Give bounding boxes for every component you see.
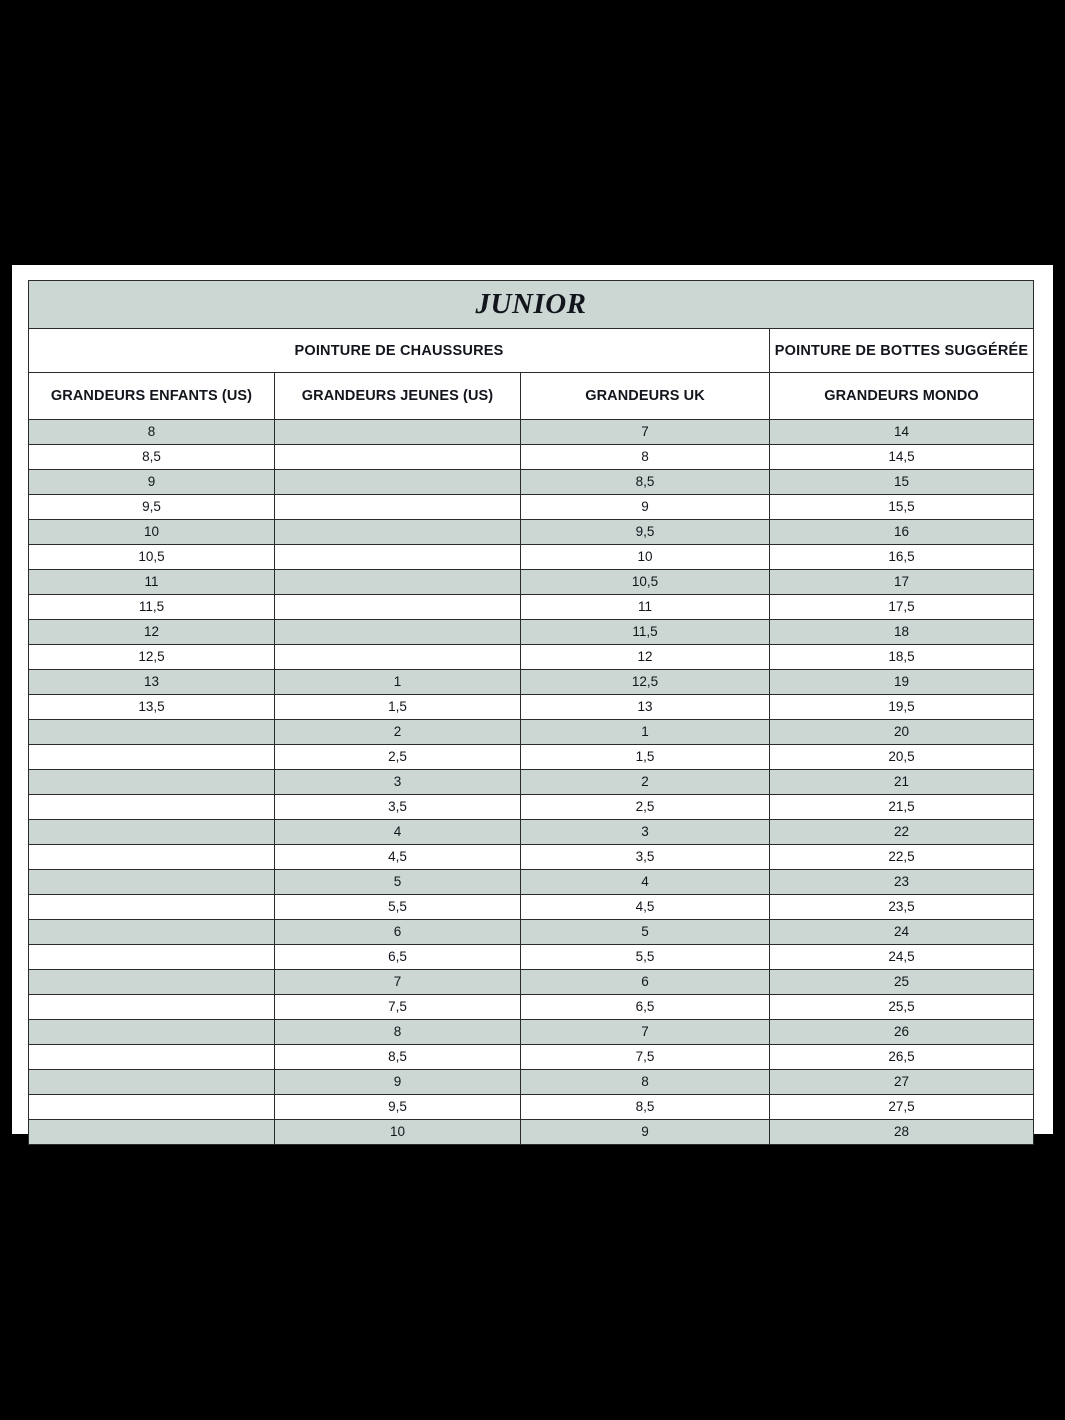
size-chart-table-wrapper bbox=[28, 280, 1033, 1139]
cell-mondo: 14,5 bbox=[770, 445, 1034, 470]
cell-youth-us: 3,5 bbox=[275, 795, 521, 820]
cell-mondo: 18 bbox=[770, 620, 1034, 645]
cell-kids-us bbox=[29, 895, 275, 920]
cell-kids-us bbox=[29, 745, 275, 770]
cell-kids-us bbox=[29, 820, 275, 845]
cell-uk: 7 bbox=[521, 1020, 770, 1045]
group-header-shoe-size: POINTURE DE CHAUSSURES bbox=[29, 329, 770, 373]
cell-youth-us bbox=[275, 545, 521, 570]
cell-uk: 6 bbox=[521, 970, 770, 995]
cell-mondo: 16 bbox=[770, 520, 1034, 545]
cell-youth-us: 9 bbox=[275, 1070, 521, 1095]
cell-youth-us bbox=[275, 520, 521, 545]
cell-mondo: 26 bbox=[770, 1020, 1034, 1045]
chart-title: JUNIOR bbox=[29, 281, 1034, 329]
cell-uk: 12,5 bbox=[521, 670, 770, 695]
cell-youth-us: 2,5 bbox=[275, 745, 521, 770]
column-header-kids-us: GRANDEURS ENFANTS (US) bbox=[29, 373, 275, 420]
cell-kids-us bbox=[29, 795, 275, 820]
cell-uk: 10 bbox=[521, 545, 770, 570]
cell-kids-us bbox=[29, 1020, 275, 1045]
table-row bbox=[29, 470, 1034, 495]
cell-kids-us bbox=[29, 945, 275, 970]
cell-kids-us bbox=[29, 720, 275, 745]
table-row bbox=[29, 545, 1034, 570]
table-row bbox=[29, 1095, 1034, 1120]
cell-youth-us: 6 bbox=[275, 920, 521, 945]
table-row bbox=[29, 695, 1034, 720]
size-chart-table bbox=[28, 280, 1034, 1145]
cell-kids-us: 13 bbox=[29, 670, 275, 695]
cell-kids-us: 13,5 bbox=[29, 695, 275, 720]
cell-uk: 10,5 bbox=[521, 570, 770, 595]
cell-kids-us bbox=[29, 1120, 275, 1145]
cell-uk: 9 bbox=[521, 495, 770, 520]
cell-youth-us: 5 bbox=[275, 870, 521, 895]
table-row bbox=[29, 620, 1034, 645]
cell-uk: 5 bbox=[521, 920, 770, 945]
cell-uk: 11,5 bbox=[521, 620, 770, 645]
table-row bbox=[29, 770, 1034, 795]
table-row bbox=[29, 1020, 1034, 1045]
table-row bbox=[29, 895, 1034, 920]
cell-kids-us bbox=[29, 1070, 275, 1095]
cell-kids-us: 8 bbox=[29, 420, 275, 445]
cell-uk: 8 bbox=[521, 1070, 770, 1095]
cell-youth-us: 10 bbox=[275, 1120, 521, 1145]
cell-uk: 5,5 bbox=[521, 945, 770, 970]
cell-kids-us bbox=[29, 970, 275, 995]
cell-kids-us: 8,5 bbox=[29, 445, 275, 470]
cell-youth-us: 9,5 bbox=[275, 1095, 521, 1120]
cell-uk: 9,5 bbox=[521, 520, 770, 545]
cell-uk: 8 bbox=[521, 445, 770, 470]
cell-mondo: 22,5 bbox=[770, 845, 1034, 870]
cell-kids-us: 10,5 bbox=[29, 545, 275, 570]
cell-youth-us: 5,5 bbox=[275, 895, 521, 920]
cell-uk: 13 bbox=[521, 695, 770, 720]
cell-youth-us bbox=[275, 445, 521, 470]
table-row bbox=[29, 670, 1034, 695]
cell-youth-us: 6,5 bbox=[275, 945, 521, 970]
cell-uk: 3 bbox=[521, 820, 770, 845]
cell-mondo: 15,5 bbox=[770, 495, 1034, 520]
table-row bbox=[29, 945, 1034, 970]
cell-kids-us bbox=[29, 770, 275, 795]
column-header-mondo: GRANDEURS MONDO bbox=[770, 373, 1034, 420]
cell-uk: 8,5 bbox=[521, 470, 770, 495]
table-row bbox=[29, 870, 1034, 895]
table-row bbox=[29, 970, 1034, 995]
cell-mondo: 20,5 bbox=[770, 745, 1034, 770]
cell-kids-us: 11 bbox=[29, 570, 275, 595]
table-row bbox=[29, 820, 1034, 845]
cell-uk: 1,5 bbox=[521, 745, 770, 770]
table-row bbox=[29, 495, 1034, 520]
cell-kids-us: 10 bbox=[29, 520, 275, 545]
cell-youth-us: 7 bbox=[275, 970, 521, 995]
cell-mondo: 19,5 bbox=[770, 695, 1034, 720]
table-row bbox=[29, 445, 1034, 470]
group-header-boot-size: POINTURE DE BOTTES SUGGÉRÉE bbox=[770, 329, 1034, 373]
cell-mondo: 23 bbox=[770, 870, 1034, 895]
cell-youth-us bbox=[275, 495, 521, 520]
cell-mondo: 14 bbox=[770, 420, 1034, 445]
table-row bbox=[29, 795, 1034, 820]
cell-kids-us bbox=[29, 920, 275, 945]
column-header-row bbox=[29, 373, 1034, 420]
cell-youth-us bbox=[275, 570, 521, 595]
cell-youth-us bbox=[275, 645, 521, 670]
cell-uk: 7,5 bbox=[521, 1045, 770, 1070]
table-row bbox=[29, 995, 1034, 1020]
size-chart-sheet bbox=[12, 265, 1053, 1139]
cell-uk: 12 bbox=[521, 645, 770, 670]
cell-mondo: 24 bbox=[770, 920, 1034, 945]
cell-mondo: 25,5 bbox=[770, 995, 1034, 1020]
cell-youth-us: 1,5 bbox=[275, 695, 521, 720]
cell-kids-us bbox=[29, 1095, 275, 1120]
cell-mondo: 19 bbox=[770, 670, 1034, 695]
cell-mondo: 26,5 bbox=[770, 1045, 1034, 1070]
cell-youth-us: 7,5 bbox=[275, 995, 521, 1020]
cell-youth-us bbox=[275, 470, 521, 495]
cell-kids-us: 9 bbox=[29, 470, 275, 495]
cell-youth-us: 4,5 bbox=[275, 845, 521, 870]
cell-mondo: 16,5 bbox=[770, 545, 1034, 570]
cell-kids-us: 11,5 bbox=[29, 595, 275, 620]
cell-mondo: 17,5 bbox=[770, 595, 1034, 620]
cell-mondo: 23,5 bbox=[770, 895, 1034, 920]
cell-uk: 2,5 bbox=[521, 795, 770, 820]
cell-youth-us bbox=[275, 595, 521, 620]
cell-uk: 11 bbox=[521, 595, 770, 620]
cell-mondo: 20 bbox=[770, 720, 1034, 745]
cell-uk: 4,5 bbox=[521, 895, 770, 920]
cell-kids-us: 9,5 bbox=[29, 495, 275, 520]
cell-uk: 7 bbox=[521, 420, 770, 445]
column-header-youth-us: GRANDEURS JEUNES (US) bbox=[275, 373, 521, 420]
table-row bbox=[29, 745, 1034, 770]
cell-uk: 3,5 bbox=[521, 845, 770, 870]
cell-mondo: 27,5 bbox=[770, 1095, 1034, 1120]
cell-kids-us bbox=[29, 870, 275, 895]
cell-kids-us bbox=[29, 1045, 275, 1070]
table-row bbox=[29, 845, 1034, 870]
cell-uk: 8,5 bbox=[521, 1095, 770, 1120]
column-header-uk: GRANDEURS UK bbox=[521, 373, 770, 420]
cell-youth-us bbox=[275, 420, 521, 445]
cell-uk: 9 bbox=[521, 1120, 770, 1145]
table-row bbox=[29, 520, 1034, 545]
cell-kids-us bbox=[29, 995, 275, 1020]
cell-kids-us: 12 bbox=[29, 620, 275, 645]
cell-youth-us: 3 bbox=[275, 770, 521, 795]
cell-youth-us: 8 bbox=[275, 1020, 521, 1045]
cell-uk: 1 bbox=[521, 720, 770, 745]
table-row bbox=[29, 1120, 1034, 1145]
table-row bbox=[29, 595, 1034, 620]
cell-uk: 2 bbox=[521, 770, 770, 795]
cell-youth-us: 2 bbox=[275, 720, 521, 745]
cell-kids-us bbox=[29, 845, 275, 870]
cell-mondo: 28 bbox=[770, 1120, 1034, 1145]
cell-youth-us: 8,5 bbox=[275, 1045, 521, 1070]
table-row bbox=[29, 920, 1034, 945]
cell-mondo: 18,5 bbox=[770, 645, 1034, 670]
group-header-row bbox=[29, 329, 1034, 373]
cell-mondo: 22 bbox=[770, 820, 1034, 845]
cell-kids-us: 12,5 bbox=[29, 645, 275, 670]
cell-mondo: 21,5 bbox=[770, 795, 1034, 820]
cell-youth-us: 4 bbox=[275, 820, 521, 845]
table-row bbox=[29, 420, 1034, 445]
table-row bbox=[29, 645, 1034, 670]
cell-mondo: 27 bbox=[770, 1070, 1034, 1095]
table-row bbox=[29, 1045, 1034, 1070]
cell-uk: 4 bbox=[521, 870, 770, 895]
cell-youth-us: 1 bbox=[275, 670, 521, 695]
cell-youth-us bbox=[275, 620, 521, 645]
cell-mondo: 17 bbox=[770, 570, 1034, 595]
cell-mondo: 15 bbox=[770, 470, 1034, 495]
cell-uk: 6,5 bbox=[521, 995, 770, 1020]
title-row bbox=[29, 281, 1034, 329]
cell-mondo: 21 bbox=[770, 770, 1034, 795]
size-chart-body bbox=[29, 281, 1034, 1145]
table-row bbox=[29, 720, 1034, 745]
cell-mondo: 25 bbox=[770, 970, 1034, 995]
table-row bbox=[29, 1070, 1034, 1095]
cell-mondo: 24,5 bbox=[770, 945, 1034, 970]
table-row bbox=[29, 570, 1034, 595]
